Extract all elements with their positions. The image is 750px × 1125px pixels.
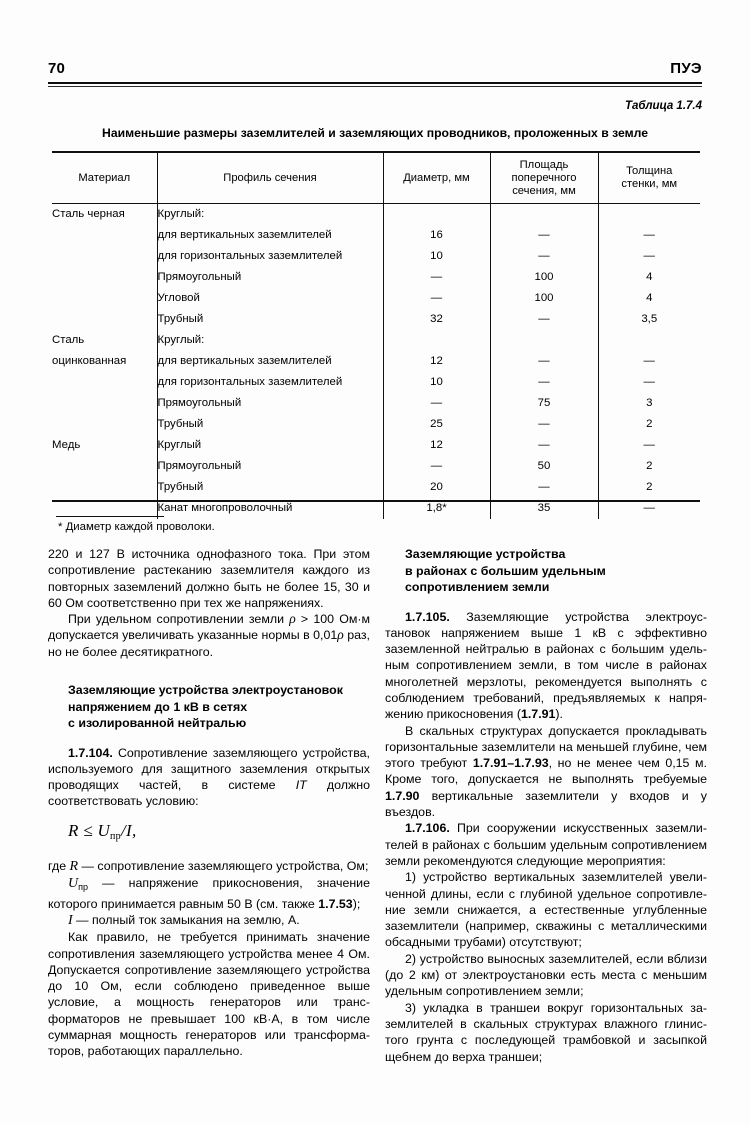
cell-material xyxy=(52,414,157,435)
cell-area: 35 xyxy=(490,498,598,519)
table-row xyxy=(52,225,700,246)
cell-diameter: 10 xyxy=(383,372,490,393)
table-header-row xyxy=(52,153,700,204)
page-number: 70 xyxy=(48,60,66,77)
clause-104-text-a: Сопротивление заземляющего устройства, используемого для защитного заземления открытых проводящих частей, в системе xyxy=(48,745,370,793)
where-prefix: где xyxy=(48,859,70,874)
rho-mid: > 100 Ом·м допускается увеличивать указанные нормы в 0,01 xyxy=(48,612,370,643)
table-caption: Наименьшие размеры заземлителей и заземляющих проводников, проложенных в земле xyxy=(102,126,648,140)
rock-text-b: , но не менее чем 0,15 м. Кроме того, допускается не выполнять требуемые xyxy=(385,756,707,787)
cell-thickness: — xyxy=(598,246,700,267)
rho-symbol: ρ xyxy=(289,611,296,627)
cell-profile: Круглый: xyxy=(157,330,383,351)
section-heading-right-line3: сопротивлением земли xyxy=(405,580,550,594)
formula-relation: ≤ xyxy=(83,820,93,840)
cell-profile: Трубный xyxy=(157,414,383,435)
clause-1-7-106 xyxy=(385,820,707,869)
table-bottom-rule xyxy=(52,500,700,502)
table-row xyxy=(52,351,700,372)
col-header-diameter: Диаметр, мм xyxy=(383,153,490,204)
definition-u-text-a: — напряжение прикосновения, значение которого принимается равным 50 В (см. также xyxy=(48,876,370,911)
col-header-material: Материал xyxy=(52,153,157,204)
clause-number-1-7-105: 1.7.105. xyxy=(405,609,450,624)
spacer xyxy=(48,845,370,858)
cell-area: — xyxy=(490,372,598,393)
cell-thickness: — xyxy=(598,351,700,372)
cell-diameter: 12 xyxy=(383,435,490,456)
list-item-3: 3) укладка в траншеи вокруг горизонтальных заземлителей в скальных структурах влажного глинистого грунта с последующей трамбовкой и засыпкой щебнем до верха траншеи; xyxy=(385,1000,707,1064)
cross-reference-range: 1.7.91–1.7.93 xyxy=(472,756,549,771)
cell-diameter: — xyxy=(383,456,490,477)
rho-prefix: При удельном сопротивлении земли xyxy=(68,612,290,627)
cross-reference-1-7-53: 1.7.53 xyxy=(318,896,353,911)
paragraph-rho xyxy=(48,611,370,660)
where-definition-i xyxy=(48,912,370,929)
clause-number-1-7-104: 1.7.104. xyxy=(68,745,113,760)
cell-area: — xyxy=(490,435,598,456)
table-number-label: Таблица 1.7.4 xyxy=(624,100,702,112)
table-body xyxy=(52,204,700,520)
cell-material xyxy=(52,288,157,309)
col-header-area-line3: сечения, мм xyxy=(512,184,576,197)
formula-comma: , xyxy=(131,820,137,840)
rho-symbol-2: ρ xyxy=(337,627,344,643)
cell-material: Медь xyxy=(52,439,81,451)
col-header-profile: Профиль сечения xyxy=(157,153,383,204)
table-row xyxy=(52,309,700,330)
table-row xyxy=(52,477,700,498)
paragraph-continued: 220 и 127 В источника однофазного тока. При этом сопротивление растеканию заземлителя каждого из повторных заземлений должно быть не более 15, 30 и 60 Ом соответственно при тех же напряжениях. xyxy=(48,547,370,610)
table-row xyxy=(52,435,700,456)
list-item-1: 1) устройство вертикальных заземлителей увеличенной длины, если с глубиной удельное сопротивление земли снижается, а естественные углубленные заземлители (например, скважины с металлическими обсадными трубами) отсутствуют; xyxy=(385,870,707,950)
table-row xyxy=(52,288,700,309)
cell-material xyxy=(52,393,157,414)
cell-profile: Круглый: xyxy=(157,204,383,226)
cell-diameter xyxy=(383,330,490,351)
table-row xyxy=(52,372,700,393)
cell-thickness: 3 xyxy=(598,393,700,414)
table-row xyxy=(52,330,700,351)
cell-area: — xyxy=(490,414,598,435)
section-heading-left-line2: напряжением до 1 кВ в сетях xyxy=(68,699,248,714)
cell-profile: для горизонтальных заземлителей xyxy=(157,372,383,393)
cell-material xyxy=(52,225,157,246)
formula-resistance-condition xyxy=(48,820,370,845)
cell-area: 75 xyxy=(490,393,598,414)
cell-profile: для вертикальных заземлителей xyxy=(157,225,383,246)
cell-diameter: 16 xyxy=(383,225,490,246)
cell-area: — xyxy=(490,351,598,372)
cell-profile: Канат многопроволочный xyxy=(157,498,383,519)
cell-thickness: 3,5 xyxy=(598,309,700,330)
cell-material: Сталь xyxy=(52,334,85,346)
cell-area xyxy=(490,204,598,226)
cell-diameter: 12 xyxy=(383,351,490,372)
cell-diameter: — xyxy=(383,267,490,288)
spacer xyxy=(48,732,370,745)
definition-i-text: — полный ток замыкания на землю, А. xyxy=(72,912,300,927)
cell-diameter: 32 xyxy=(383,309,490,330)
cell-diameter: 25 xyxy=(383,414,490,435)
cell-material xyxy=(52,456,157,477)
cell-profile: Трубный xyxy=(157,477,383,498)
paragraph-rock-structures xyxy=(385,723,707,821)
cell-profile: Прямоугольный xyxy=(157,456,383,477)
header-rule-upper xyxy=(48,82,702,84)
running-head xyxy=(48,60,702,86)
clause-1-7-104 xyxy=(48,745,370,810)
definition-u-text-b: ); xyxy=(352,896,361,911)
cell-profile: Прямоугольный xyxy=(157,393,383,414)
formula-i: I xyxy=(126,820,132,840)
cell-thickness: 2 xyxy=(598,456,700,477)
table-row xyxy=(52,204,700,226)
cell-profile: для вертикальных заземлителей xyxy=(157,351,383,372)
cell-material xyxy=(52,246,157,267)
cell-thickness: — xyxy=(598,498,700,519)
cell-area: — xyxy=(490,309,598,330)
cell-diameter: — xyxy=(383,288,490,309)
clause-105-text-b: ). xyxy=(555,707,563,722)
spacer xyxy=(385,596,707,609)
cell-thickness xyxy=(598,204,700,226)
clause-105-text-a: Заземляющие устройства электроустановок напряжением выше 1 кВ с эффективно заземленной нейтралью в районах с большим удельным сопротивлением земли, в том числе в районах многолетней мерзлоты, рекомендуется выполнять с соблюдением требований, предъявляемых к напряжению прикосновения ( xyxy=(385,609,707,722)
cell-material xyxy=(52,372,157,393)
formula-r: R xyxy=(68,820,79,840)
cell-diameter: — xyxy=(383,393,490,414)
cell-thickness: — xyxy=(598,225,700,246)
cross-reference-1-7-90: 1.7.90 xyxy=(385,788,420,803)
cell-material: оцинкованная xyxy=(52,355,127,367)
spacer xyxy=(48,660,370,682)
cell-area: 100 xyxy=(490,267,598,288)
col-header-area-line1: Площадь xyxy=(519,158,569,171)
cell-thickness: 2 xyxy=(598,414,700,435)
clause-104-text-b: должно соответствовать условию: xyxy=(48,778,371,809)
table-row xyxy=(52,246,700,267)
rock-text-c: вертикальные заземлители у входов и у въездов. xyxy=(385,788,707,820)
rho-tail: раз, но не более десятикратного. xyxy=(48,628,370,659)
section-heading-left-line1: Заземляющие устройства электроустановок xyxy=(68,683,343,698)
cell-area: — xyxy=(490,225,598,246)
list-item-2: 2) устройство выносных заземлителей, если вблизи (до 2 км) от электроустановки есть места с меньшим удельным сопротивлением земли; xyxy=(385,951,707,999)
col-header-thickness-line2: стенки, мм xyxy=(621,178,678,190)
paragraph-final-left: Как правило, не требуется принимать значение сопротивления заземляющего устройства менее 4 Ом. Допускается сопротивление заземляющего устройства до 10 Ом, если соблюдено приведенное выше условие, а мощность генераторов или трансформаторов не превышает 100 кВ·А, в том числе суммарная мощность генераторов или трансформаторов, работающих параллельно. xyxy=(48,930,370,1059)
table-row xyxy=(52,456,700,477)
cell-material xyxy=(52,267,157,288)
clause-106-text: При сооружении искусственных заземлителей в районах с большим удельным сопротивлением земли рекомендуются следующие мероприятия: xyxy=(385,821,707,868)
cell-profile: Трубный xyxy=(157,309,383,330)
formula-u: U xyxy=(97,820,111,840)
section-heading-right-line2: в районах с большим удельным xyxy=(405,563,606,578)
cross-reference-1-7-91: 1.7.91 xyxy=(520,707,556,722)
sizes-table xyxy=(52,152,700,519)
section-heading-left-line3: с изолированной нейтралью xyxy=(68,716,247,731)
section-heading-right-line1: Заземляющие устройства xyxy=(405,547,566,561)
table-row xyxy=(52,414,700,435)
left-text-column xyxy=(48,546,370,1060)
cell-diameter: 10 xyxy=(383,246,490,267)
cell-profile: Прямоугольный xyxy=(157,267,383,288)
clause-1-7-105 xyxy=(385,609,707,723)
cell-thickness: — xyxy=(598,435,700,456)
cell-area: 100 xyxy=(490,288,598,309)
system-it-label: IT xyxy=(295,778,307,793)
cell-material xyxy=(52,309,157,330)
cell-thickness: 4 xyxy=(598,267,700,288)
cell-diameter: 1,8* xyxy=(383,498,490,519)
symbol-i: I xyxy=(68,912,73,928)
definition-r-text: — сопротивление заземляющего устройства, Ом; xyxy=(78,859,369,874)
cell-thickness: — xyxy=(598,372,700,393)
col-header-area-line2: поперечного xyxy=(511,171,577,184)
cell-thickness: 2 xyxy=(598,477,700,498)
cell-area: — xyxy=(490,477,598,498)
clause-number-1-7-106: 1.7.106. xyxy=(405,821,450,836)
formula-slash: / xyxy=(120,820,127,840)
publication-title: ПУЭ xyxy=(670,60,702,77)
table-row xyxy=(52,267,700,288)
where-definition-u xyxy=(48,875,370,912)
table-footnote: * Диаметр каждой проволоки. xyxy=(58,521,215,533)
cell-profile: Угловой xyxy=(157,288,383,309)
formula-u-subscript: пр xyxy=(110,830,121,842)
cell-thickness: 4 xyxy=(598,288,700,309)
symbol-u: $U_{пр}$ xyxy=(68,876,89,893)
cell-area: 50 xyxy=(490,456,598,477)
rock-text-a: В скальных структурах допускается прокладывать горизонтальные заземлители на меньшей глубине, чем этого требуют xyxy=(385,723,707,771)
cell-material: Сталь черная xyxy=(52,208,125,220)
cell-material xyxy=(52,477,157,498)
cell-area: — xyxy=(490,246,598,267)
table-head xyxy=(52,153,700,204)
cell-diameter: 20 xyxy=(383,477,490,498)
symbol-r: R xyxy=(69,859,79,875)
col-header-thickness-line1: Толщина xyxy=(626,165,673,177)
col-header-area xyxy=(490,153,598,204)
col-header-thickness xyxy=(598,153,700,204)
header-rule-lower xyxy=(48,86,702,87)
right-text-column xyxy=(385,546,707,1065)
cell-thickness xyxy=(598,330,700,351)
where-definition-r xyxy=(48,858,370,875)
cell-area xyxy=(490,330,598,351)
table-row xyxy=(52,393,700,414)
cell-profile: для горизонтальных заземлителей xyxy=(157,246,383,267)
footnote-rule xyxy=(56,516,164,517)
cell-profile: Круглый xyxy=(157,435,383,456)
cell-diameter xyxy=(383,204,490,226)
